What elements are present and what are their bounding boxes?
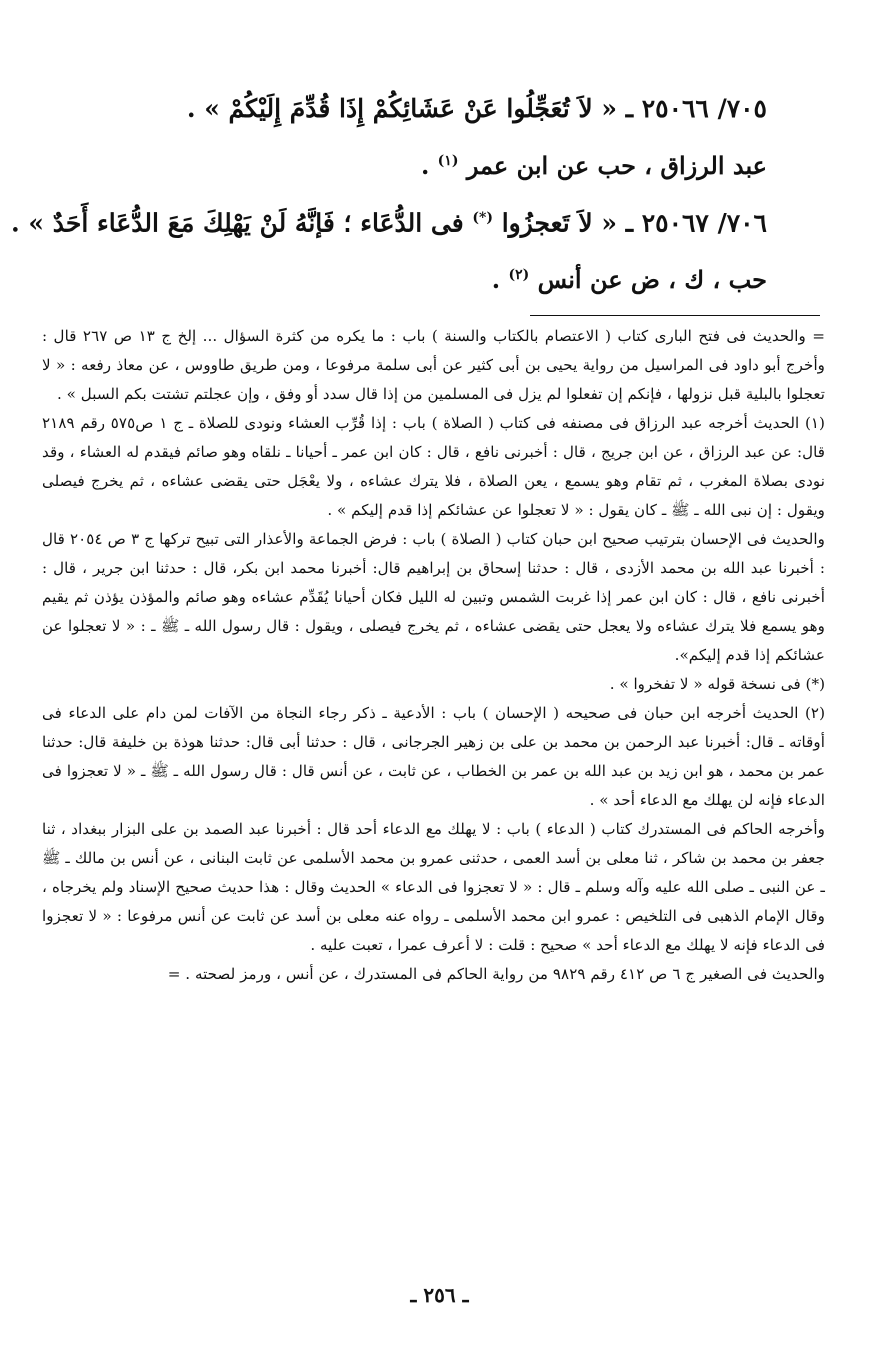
footnote-ref-1: (١) (437, 153, 459, 169)
hadith-706-source (87, 249, 767, 306)
footnote-continued: = والحديث فى فتح البارى كتاب ( الاعتصام بالكتاب والسنة ) باب : ما يكره من كثرة السؤال ... إلخ ج ١٣ ص ٢٦٧ قال : وأخرج أبو داود فى المراسيل من رواية يحيى بن أبى كثير عن أبى سلمة مرفوعا ، ومن طريق طاووس ، عن معاذ رفعه : « لا تعجلوا بالبلية قبل نزولها ، فإنكم إن تفعلوا لم يزل فى المسلمين من إذا قال سدد أو وفق ، وإن عجلتم تشتت بكم السبل » . (42, 327, 825, 403)
footnote-separator (530, 315, 820, 316)
footnote-ref-2: (٢) (508, 267, 530, 284)
page-number: ـ ٢٥٦ ـ (410, 1283, 469, 1307)
hadith-705 (87, 82, 767, 135)
hadith-706-number: ٧٠٦/ ٢٥٠٦٧ ـ (625, 208, 767, 238)
hadith-705-source-end: . (420, 151, 430, 180)
hadith-706-source-end: . (491, 265, 501, 295)
footnote-2-hakim: وأخرجه الحاكم فى المستدرك كتاب ( الدعاء ) باب : لا يهلك مع الدعاء أحد قال : أخبرنا عبد الصمد بن على البزار ببغداد ، ثنا جعفر بن محمد بن شاكر ، ثنا معلى بن أسد العمى ، حدثنى عمرو بن محمد الأسلمى عن ثابت البنانى ، عن أنس بن مالك ـ ﷺ ـ عن النبى ـ صلى الله عليه وآله وسلم ـ قال : « لا تعجزوا فى الدعاء » الحديث وقال : هذا حديث صحيح الإسناد ولم يخرجاه ، وقال الإمام الذهبى فى التلخيص : عمرو ابن محمد الأسلمى ـ رواه عنه معلى بن أسد عن ثابت عن أنس مرفوعا : « لا تعجزوا فى الدعاء فإنه لا يهلك مع الدعاء أحد » صحيح : قلت : لا أعرف عمرا ، تعبت عليه . (42, 820, 825, 954)
footnote-1: (١) الحديث أخرجه عبد الرزاق فى مصنفه فى كتاب ( الصلاة ) باب : إذا قُرِّب العشاء ونودى للصلاة ـ ج ١ ص٥٧٥ رقم ٢١٨٩ قال: عن عبد الرزاق ، عن ابن جريج ، قال : أخبرنى نافع ، قال : كان ابن عمر ـ أحيانا ـ نلقاه وهو صائم فيقدم له العشاء ، وقد نودى بصلاة المغرب ، ثم تقام وهو يسمع ، يعن الصلاة ، فلا يترك عشاءه ، ولا يعْجَل حتى يقضى عشاءه ، ثم يخرج فيصلى ويقول : إن نبى الله ـ ﷺ ـ كان يقول : « لا تعجلوا عن عشائكم إذا قدم إليكم » . (42, 414, 825, 519)
footnote-variant: (*) فى نسخة قوله « لا تفخروا » . (609, 675, 825, 693)
footnote-1-ibn-hibban: والحديث فى الإحسان بترتيب صحيح ابن حبان كتاب ( الصلاة ) باب : فرض الجماعة والأعذار التى تبيح تركها ج ٣ ص ٢٠٥٤ قال : أخبرنا عبد الله بن محمد الأزدى ، قال : حدثنا إسحاق بن إبراهيم قال: أخبرنا محمد ابن بكر، قال : حدثنا ابن جرير ، قال : أخبرنى نافع ، قال : كان ابن عمر إذا غربت الشمس وتبين له الليل فكان أحيانا يُقَدِّم عشاءه وهو صائم والمؤذن يؤذن ثم يقيم وهو يسمع فلا يترك عشاءه ولا يعجل حتى يقضى عشاءه ، ثم يخرج فيصلى ، ويقول : قال رسول الله ـ ﷺ ـ : « لا تعجلوا عن عشائكم إذا قدم إليكم». (42, 530, 825, 664)
main-text (11, 82, 767, 306)
hadith-706-text-a: « لاَ تَعجزُوا (501, 208, 617, 238)
footnote-2-saghir: والحديث فى الصغير ج ٦ ص ٤١٢ رقم ٩٨٢٩ من رواية الحاكم فى المستدرك ، عن أنس ، ورمز لصحته . = (167, 965, 825, 983)
variant-note-ref: (*) (472, 210, 493, 226)
hadith-705-text: « لاَ تُعَجِّلُوا عَنْ عَشَائِكُمْ إِذَا قُدِّمَ إِلَيْكُمْ » . (186, 94, 617, 123)
footnotes (42, 322, 825, 989)
hadith-705-number: ٧٠٥/ ٢٥٠٦٦ ـ (625, 94, 767, 123)
hadith-705-source-text: عبد الرزاق ، حب عن ابن عمر (466, 151, 767, 180)
hadith-706-source-text: حب ، ك ، ض عن أنس (537, 265, 767, 295)
hadith-705-source (87, 135, 767, 192)
footnote-2: (٢) الحديث أخرجه ابن حبان فى صحيحه ( الإحسان ) باب : الأدعية ـ ذكر رجاء النجاة من الآفات لمن دام على الدعاء فى أوقاته ـ قال: أخبرنا عبد الرحمن بن محمد بن على بن زهير الجرجانى ، قال : حدثنا أبى قال: حدثنا هوذة بن خليفة قال: حدثنا عمر بن محمد ، هو ابن زيد بن عبد الله بن عمر بن الخطاب ، عن ثابت ، عن أنس قال : قال رسول الله ـ ﷺ ـ « لا تعجزوا فى الدعاء فإنه لن يهلك مع الدعاء أحد » . (42, 704, 825, 809)
hadith-706-text-b: فى الدُّعَاء ؛ فَإنَّهُ لَنْ يَهْلِكَ مَعَ الدُّعَاء أَحَدٌ » . (11, 208, 464, 238)
hadith-706 (11, 192, 767, 249)
